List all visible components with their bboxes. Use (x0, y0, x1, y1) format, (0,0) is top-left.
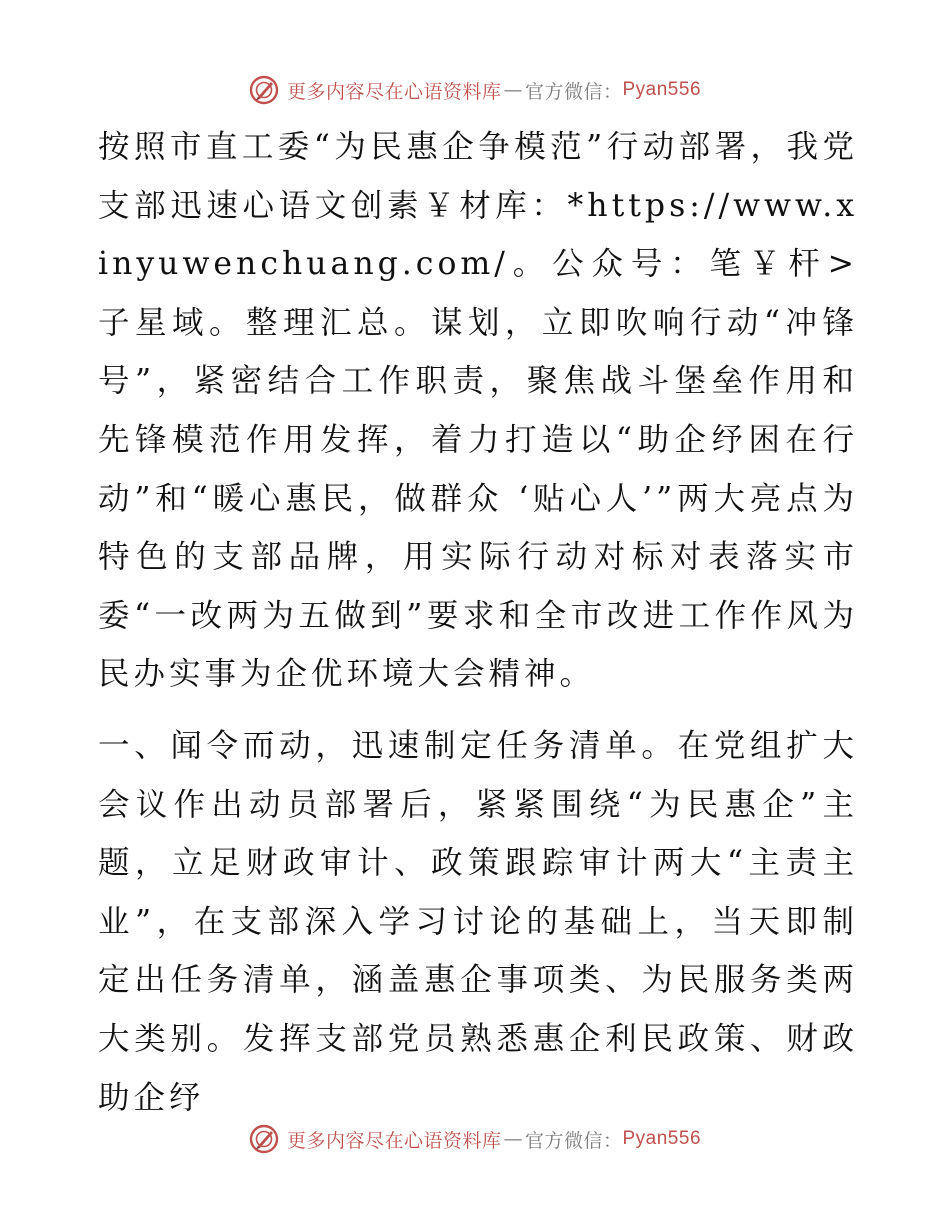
banner-wechat-id: Pyan556 (622, 79, 702, 100)
banner-main-text: 更多内容尽在心语资料库 (286, 1129, 502, 1152)
banner-separator: — (503, 1128, 523, 1150)
banner-wechat-label: 官方微信： (524, 1129, 623, 1152)
header-banner (0, 70, 950, 110)
brand-logo-icon (249, 75, 279, 105)
banner-wechat-id: Pyan556 (622, 1128, 702, 1149)
banner-wechat-label: 官方微信： (524, 80, 623, 103)
banner-separator: — (503, 79, 523, 101)
body-paragraph: 按照市直工委“为民惠企争模范”行动部署，我党支部迅速心语文创素￥材库：*https://www.xinyuwenchuang.com/。公众号：笔￥杆>子星域。整理汇总。谋划，立即吹响行动“冲锋号”，紧密结合工作职责，聚焦战斗堡垒作用和先锋模范作用发挥，着力打造以“助企纾困在行动”和“暖心惠民，做群众 ‘贴心人’”两大亮点为特色的支部品牌，用实际行动对标对表落实市委“一改两为五做到”要求和全市改进工作作风为民办实事为企优环境大会精神。 (98, 129, 858, 693)
brand-logo-icon (249, 1124, 279, 1154)
footer-banner (0, 1119, 950, 1159)
body-paragraph: 一、闻令而动，迅速制定任务清单。在党组扩大会议作出动员部署后，紧紧围绕“为民惠企”主题，立足财政审计、政策跟踪审计两大“主责主业”，在支部深入学习讨论的基础上，当天即制定出任务清单，涵盖惠企事项类、为民服务类两大类别。发挥支部党员熟悉惠企利民政策、财政助企纾 (98, 727, 858, 1116)
document-body (98, 118, 858, 1127)
banner-main-text: 更多内容尽在心语资料库 (286, 80, 502, 103)
